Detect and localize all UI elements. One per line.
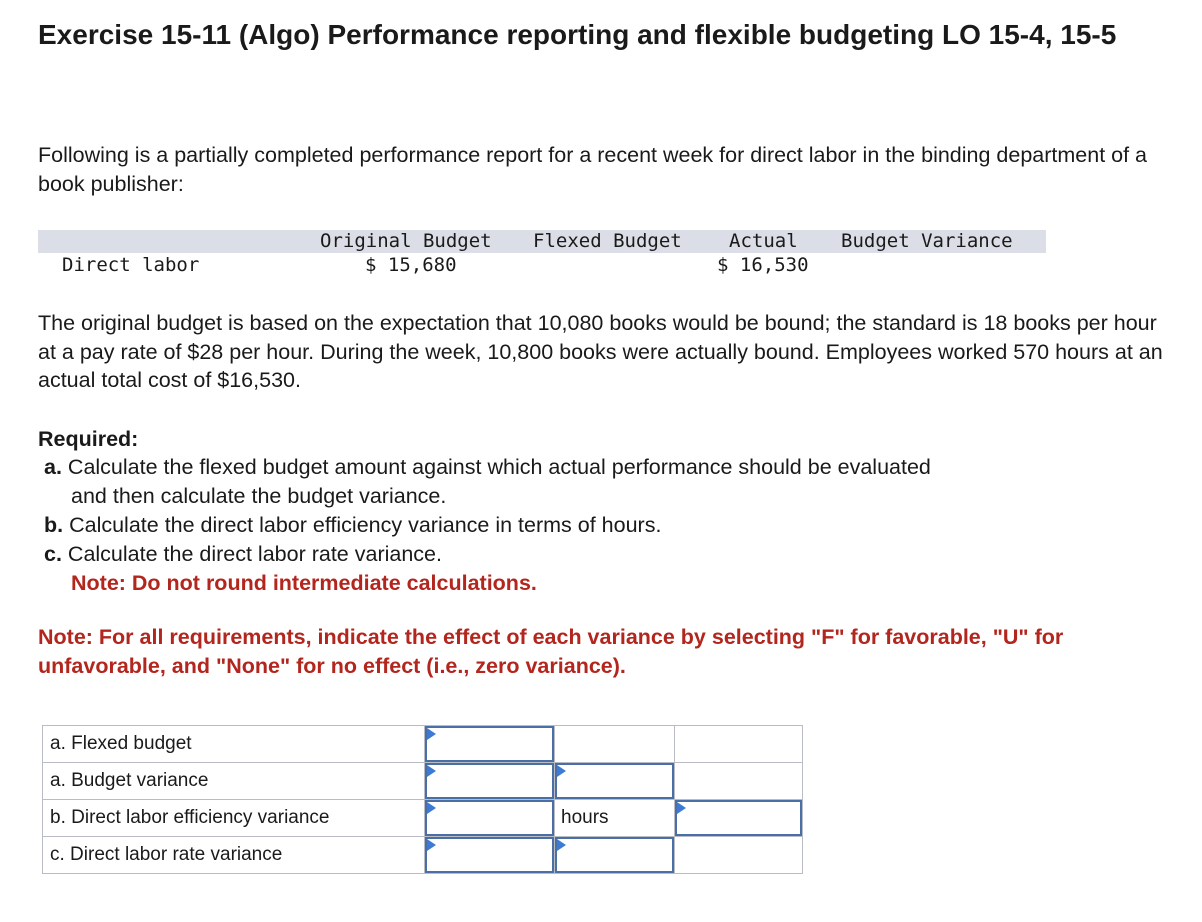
table-row <box>43 800 803 837</box>
header-flexed-budget: Flexed Budget <box>533 230 682 252</box>
page-title: Exercise 15-11 (Algo) Performance reporting and flexible budgeting LO 15-4, 15-5 <box>38 19 1117 50</box>
answer-table <box>42 725 803 874</box>
row-label-flexed-budget: a. Flexed budget <box>43 726 425 763</box>
rate-variance-amount-input[interactable] <box>425 837 554 873</box>
efficiency-variance-hours-cell <box>425 800 555 837</box>
efficiency-variance-hours-input[interactable] <box>425 800 554 836</box>
budget-variance-effect-cell <box>555 763 675 800</box>
table-row <box>43 837 803 874</box>
empty-cell <box>675 726 803 763</box>
req-a <box>44 453 931 482</box>
row-label-budget-variance: a. Budget variance <box>43 763 425 800</box>
header-original-budget: Original Budget <box>320 230 492 252</box>
row-label-rate-variance: c. Direct labor rate variance <box>43 837 425 874</box>
hours-unit-label <box>555 800 675 837</box>
table-row <box>43 726 803 763</box>
req-b-letter: b. <box>44 513 64 537</box>
intro-text: Following is a partially completed performance report for a recent week for direct labor in the binding department of a book publisher: <box>38 143 1148 196</box>
flexed-budget-input[interactable] <box>425 726 554 762</box>
empty-cell <box>675 837 803 874</box>
req-c-text: Calculate the direct labor rate variance. <box>67 542 442 566</box>
rate-variance-effect-cell <box>555 837 675 874</box>
efficiency-variance-effect-cell <box>675 800 803 837</box>
req-a-text-continued: and then calculate the budget variance. <box>71 484 447 508</box>
efficiency-variance-effect-select[interactable] <box>675 800 802 836</box>
budget-variance-amount-input[interactable] <box>425 763 554 799</box>
header-actual: Actual <box>729 230 798 252</box>
hours-unit-text: hours <box>561 807 609 828</box>
rate-variance-amount-cell <box>425 837 555 874</box>
actual-value: $ 16,530 <box>717 254 809 276</box>
rate-variance-effect-select[interactable] <box>555 837 674 873</box>
req-c-letter: c. <box>44 542 62 566</box>
row-label-direct-labor: Direct labor <box>62 254 200 276</box>
req-a-text: Calculate the flexed budget amount against which actual performance should be evaluated <box>67 455 931 479</box>
empty-cell <box>555 726 675 763</box>
variance-note: Note: For all requirements, indicate the effect of each variance by selecting "F" for favorable, "U" for unfavorable, and "None" for no effect (i.e., zero variance). <box>38 625 1064 678</box>
header-budget-variance: Budget Variance <box>841 230 1013 252</box>
req-a-letter: a. <box>44 455 62 479</box>
rounding-note: Note: Do not round intermediate calculations. <box>71 571 537 595</box>
required-label: Required: <box>38 427 139 451</box>
budget-variance-effect-select[interactable] <box>555 763 674 799</box>
details-text: The original budget is based on the expectation that 10,080 books would be bound; the standard is 18 books per hour at a pay rate of $28 per hour. During the week, 10,800 books were actually bound. Employees worked 570 hours at an actual total cost of $16,530. <box>38 311 1163 392</box>
req-b-text: Calculate the direct labor efficiency variance in terms of hours. <box>69 513 662 537</box>
budget-variance-amount-cell <box>425 763 555 800</box>
original-budget-value: $ 15,680 <box>365 254 457 276</box>
req-c <box>44 540 442 569</box>
table-row <box>43 763 803 800</box>
row-label-efficiency-variance: b. Direct labor efficiency variance <box>43 800 425 837</box>
req-b <box>44 511 661 540</box>
flexed-budget-cell <box>425 726 555 763</box>
empty-cell <box>675 763 803 800</box>
